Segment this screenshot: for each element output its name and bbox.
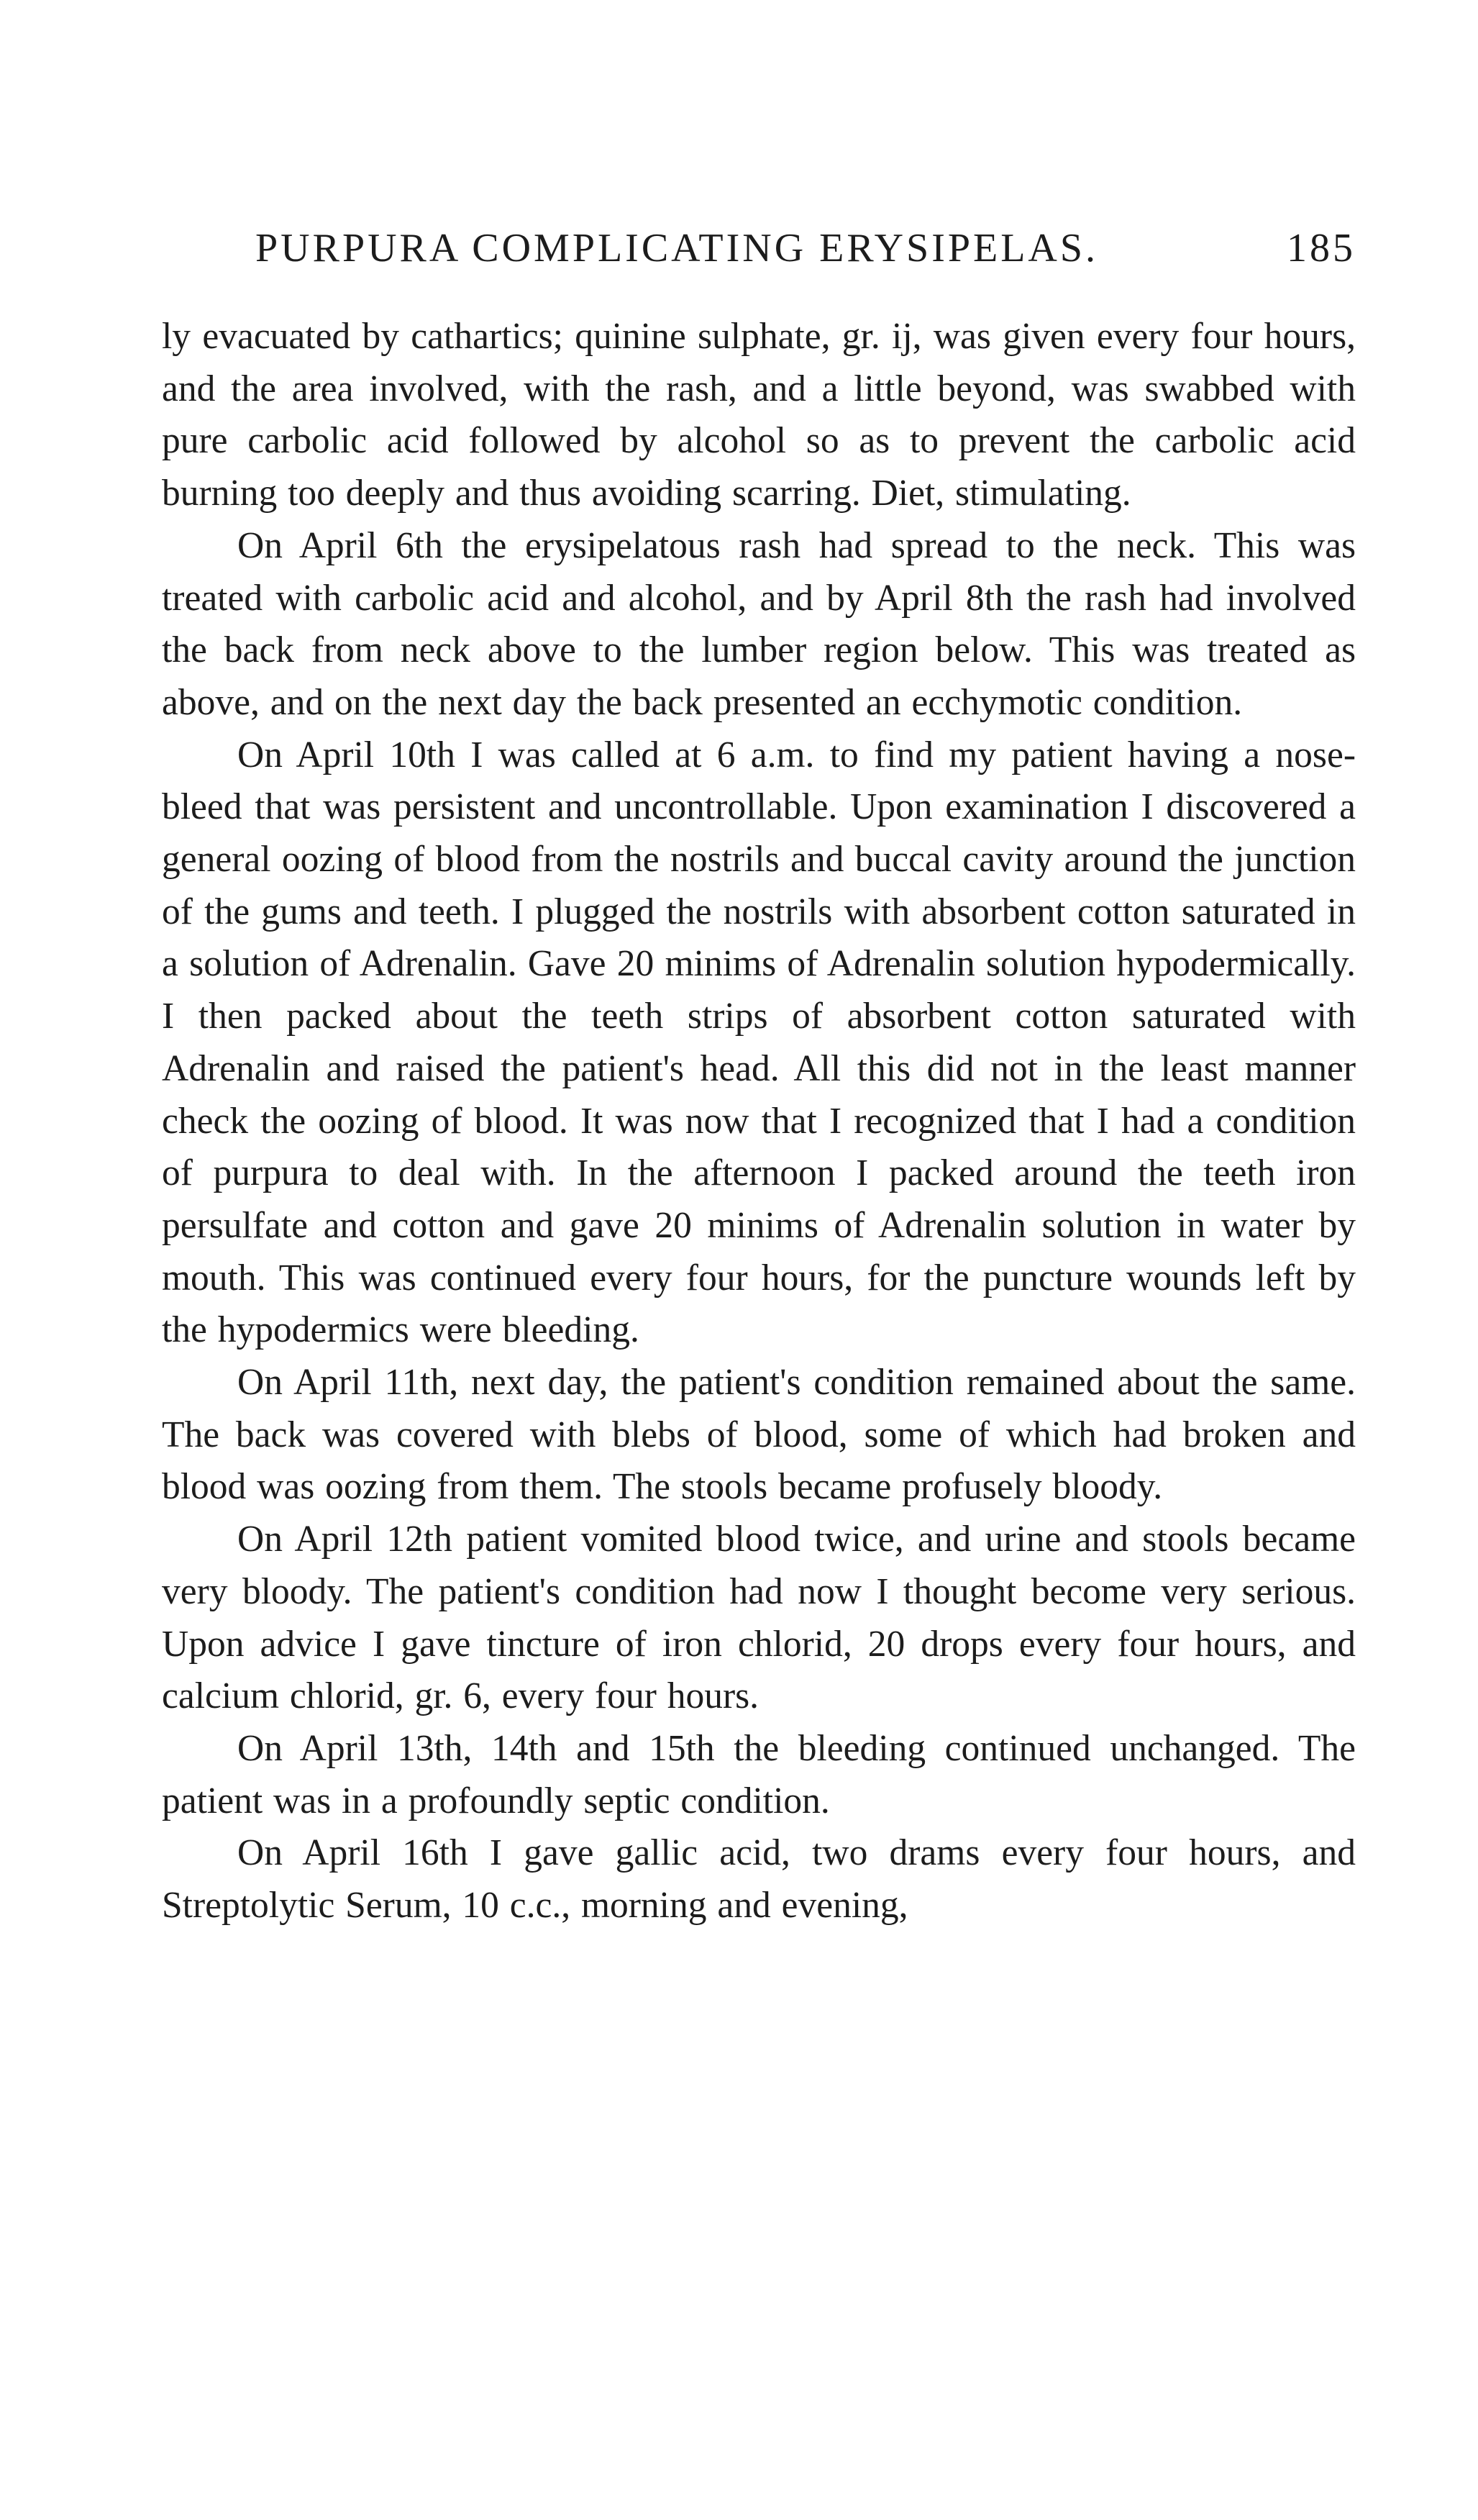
paragraph-april-16th: On April 16th I gave gallic acid, two drams every four hours, and Streptolytic Serum, 10 c.c., morning and evening,: [162, 1832, 1356, 1927]
paragraph-april-13th: On April 13th, 14th and 15th the bleeding continued unchanged. The patient was in a profoundly septic condition.: [162, 1727, 1356, 1821]
paragraph-april-6th: On April 6th the erysipelatous rash had spread to the neck. This was treated with carbolic acid and alcohol, and by April 8th the rash had involved the back from neck above to the lumber region below. This was treated as above, and on the next day the back presented an ecchymotic condition.: [162, 524, 1356, 723]
paragraph-april-12th: On April 12th patient vomited blood twice, and urine and stools became very bloody. The patient's condition had now I thought become very serious. Upon advice I gave tincture of iron chlorid, 20 drops every four hours, and calcium chlorid, gr. 6, every four hours.: [162, 1519, 1356, 1717]
body-text: [162, 311, 1356, 1932]
paragraph-april-10th: On April 10th I was called at 6 a.m. to find my patient having a nose-bleed that was persistent and uncontrollable. Upon examination I discovered a general oozing of blood from the nostrils and buccal cavity around the junction of the gums and teeth. I plugged the nostrils with absorbent cotton saturated in a solution of Adrenalin. Gave 20 minims of Adrenalin solution hypodermically. I then packed about the teeth strips of absorbent cotton saturated with Adrenalin and raised the patient's head. All this did not in the least manner check the oozing of blood. It was now that I recognized that I had a condition of purpura to deal with. In the afternoon I packed around the teeth iron persulfate and cotton and gave 20 minims of Adrenalin solution in water by mouth. This was continued every four hours, for the puncture wounds left by the hypodermics were bleeding.: [162, 734, 1356, 1351]
paragraph-april-11th: On April 11th, next day, the patient's condition remained about the same. The back was covered with blebs of blood, some of which had broken and blood was oozing from them. The stools became profusely bloody.: [162, 1362, 1356, 1508]
running-head: [255, 219, 1356, 277]
paragraph-continued: ly evacuated by cathartics; quinine sulphate, gr. ij, was given every four hours, and the area involved, with the rash, and a little beyond, was swabbed with pure carbolic acid followed by alcohol so as to prevent the carbolic acid burning too deeply and thus avoiding scarring. Diet, stimulating.: [162, 316, 1356, 514]
page-number: 185: [1287, 226, 1356, 270]
running-title: PURPURA COMPLICATING ERYSIPELAS.: [255, 226, 1098, 270]
